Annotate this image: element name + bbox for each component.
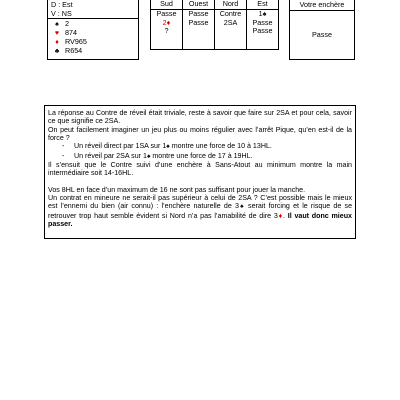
holding-diamonds: RV965 [65, 37, 87, 46]
explanation-paragraph [48, 194, 352, 228]
explanation-paragraph: Il s’ensuit que le Contre suivi d’une enchère à Sans-Atout au minimum montre la main intermédiaire soit 14-16HL. [48, 161, 352, 178]
explanation-box [44, 105, 356, 239]
paragraph-text: serait forcing et le risque de se retrouver trop haut semble évident si Nord n’a pas l’amabilité de dire 3 [48, 202, 353, 220]
bidding-header-sud: Sud [151, 0, 183, 10]
bid: Passe [188, 9, 209, 18]
suit-row-clubs [48, 46, 138, 55]
votre-enchere-answer: Passe [312, 30, 332, 39]
spade-icon: ♠ [146, 152, 151, 160]
diamond-icon: ♦ [55, 39, 59, 46]
hand-box [47, 0, 139, 60]
spade-icon: ♠ [55, 21, 59, 28]
club-icon: ♣ [54, 48, 60, 55]
bidding-col-sud [151, 10, 183, 50]
bid: Passe [252, 26, 273, 36]
bidding-header-nord: Nord [215, 0, 247, 10]
spade-icon: ♠ [238, 203, 245, 211]
explanation-paragraph: On peut facilement imaginer un jeu plus ou moins régulier avec l’arrêt Pique, qu’en est-il de la force ? [48, 125, 352, 143]
explanation-paragraph: La réponse au Contre de réveil était triviale, reste à savoir que faire sur 2SA et pour cela, savoir ce que signifie ce 2SA. [48, 109, 352, 126]
explanation-list [48, 142, 352, 161]
bid: Passe [188, 17, 209, 27]
bid: Passe [252, 17, 273, 27]
conclusion-text: Il vaut donc mieux passer. [48, 211, 352, 229]
votre-enchere-box [289, 0, 355, 60]
explanation-bullet [48, 142, 352, 151]
vulnerability-label: V : NS [48, 9, 138, 19]
paragraph-text: Un contrat en mineure ne serait-il pas supérieur à celui de 2SA ? C’est possible mais le mieux est l’ennemi du bien (air connu) : l’enchère naturelle de 3 [48, 194, 352, 211]
bid: 1♠ [258, 9, 267, 18]
bidding-header-ouest: Ouest [183, 0, 215, 10]
bidding-col-est [247, 10, 279, 50]
diamond-icon: ♦ [277, 211, 284, 220]
bid: Passe [156, 9, 177, 18]
suit-row-diamonds [48, 37, 138, 46]
bid: Contre [219, 9, 242, 18]
holding-clubs: R654 [65, 46, 83, 55]
bidding-header-est: Est [247, 0, 279, 10]
holding-spades: 2 [65, 19, 69, 28]
spade-icon: ♠ [166, 143, 170, 151]
bullet-text: montre une force de 10 à 13HL. [169, 142, 272, 151]
bid-question: ? [164, 26, 169, 36]
paragraph-text: . [283, 211, 288, 220]
bullet-text: Un réveil par 2SA sur 1 [74, 151, 147, 160]
bid: 2SA [223, 17, 238, 27]
explanation-paragraph: Vos 8HL en face d’un maximum de 16 ne sont pas suffisant pour jouer la manche. [48, 185, 306, 194]
explanation-bullet [48, 152, 352, 161]
votre-enchere-header: Votre enchère [290, 0, 354, 11]
bidding-table [150, 0, 279, 50]
dealer-label: D : Est [51, 0, 73, 9]
holding-hearts: 874 [65, 28, 77, 37]
bullet-text: Un réveil direct par 1SA sur 1 [74, 142, 167, 151]
suit-row-spades [48, 19, 138, 28]
suit-row-hearts [48, 28, 138, 37]
bullet-text: montre une force de 17 à 19HL. [150, 151, 253, 160]
heart-icon: ♥ [54, 30, 60, 37]
bidding-col-ouest [183, 10, 215, 50]
bid: 2♦ [162, 17, 171, 27]
bidding-col-nord [215, 10, 247, 50]
